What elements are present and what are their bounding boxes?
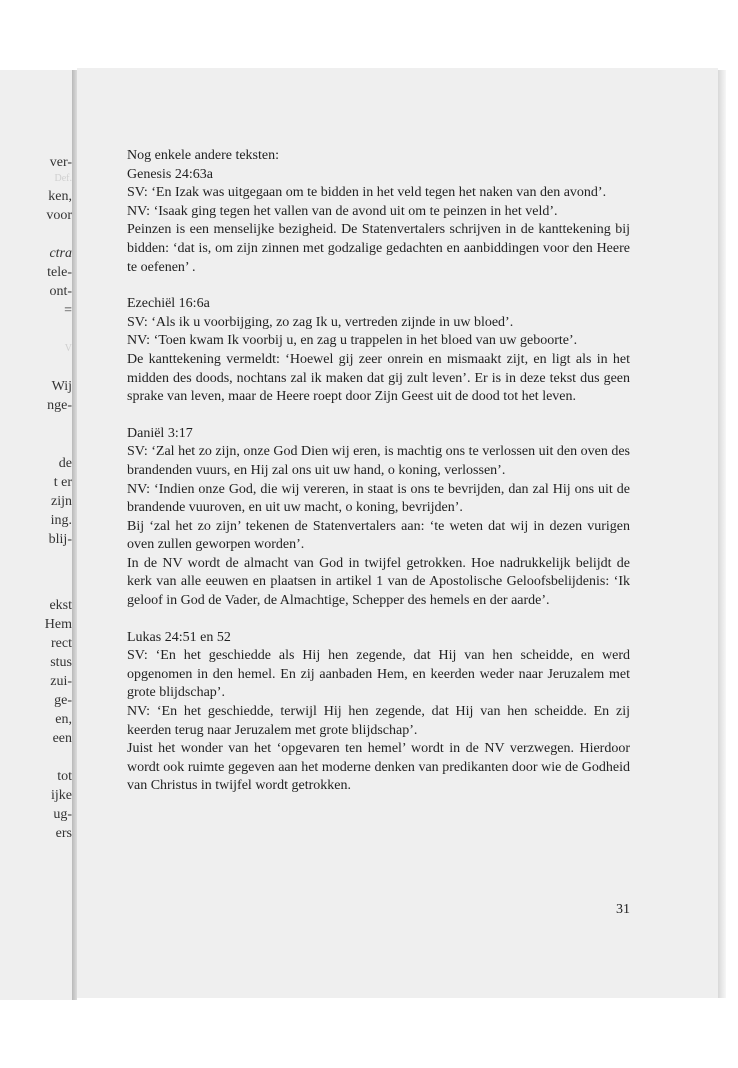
scripture-reference: Daniël 3:17 xyxy=(127,425,193,441)
commentary-paragraph: Bij ‘zal het zo zijn’ tekenen de Statenvertalers aan: ‘te weten dat wij in dezen vurigen oven zullen geworpen worden’. xyxy=(127,518,630,553)
commentary-paragraph: In de NV wordt de almacht van God in twijfel getrokken. Hoe nadrukkelijk belijdt de kerk van alle eeuwen en plaatsen in artikel 1 van de Apostolische Geloofsbelijdenis: ‘Ik geloof in God de Vader, de Almachtige, Schepper des hemels en der aarde’. xyxy=(127,555,630,609)
left-page-fragment: ge- xyxy=(54,693,72,708)
left-page-fragment: blij- xyxy=(48,532,72,547)
book-page xyxy=(77,68,718,998)
commentary-paragraph: De kanttekening vermeldt: ‘Hoewel gij zeer onrein en mismaakt zijt, en ligt als in het midden des doods, nochtans zal ik maken dat gij zult leven’. Er is in deze tekst dus geen sprake van leven, maar de Heere roept door Zijn Geest uit de dood tot het leven. xyxy=(127,351,630,405)
scripture-reference: Genesis 24:63a xyxy=(127,166,213,182)
left-page-fragment: Wij xyxy=(51,379,72,394)
left-page-fragment: ijke xyxy=(51,788,72,803)
left-page-fragment: ken, xyxy=(48,189,72,204)
left-page-fragment: zui- xyxy=(50,674,72,689)
commentary-paragraph: Peinzen is een menselijke bezigheid. De Statenvertalers schrijven in de kanttekening bij bidden: ‘dat is, om zijn zinnen met godzalige gedachten en aanbiddingen voor den Heere te oefenen’ . xyxy=(127,222,630,275)
left-page-fragment: de xyxy=(58,456,72,471)
left-page-fragment: een xyxy=(52,731,72,746)
intro-line: Nog enkele andere teksten: xyxy=(127,148,279,163)
nv-quote: NV: ‘Toen kwam Ik voorbij u, en zag u trappelen in het bloed van uw geboorte’. xyxy=(127,333,578,349)
left-page-fragment: rect xyxy=(51,636,72,651)
scripture-section xyxy=(127,166,630,278)
left-page-fragment: tot xyxy=(57,769,72,784)
left-page-fragment: V xyxy=(64,343,72,354)
commentary-paragraph: Juist het wonder van het ‘opgevaren ten hemel’ wordt in de NV verzwegen. Hierdoor wordt ook ruimte gegeven aan het moderne denken van predikanten door wie de Godheid van Christus in twijfel wordt getrokken. xyxy=(127,741,630,794)
page-number: 31 xyxy=(616,902,630,917)
scripture-section xyxy=(127,425,630,611)
sv-quote: SV: ‘En het geschiedde als Hij hen zegende, dat Hij van hen scheidde, en werd opgenomen in den hemel. En zij aanbaden Hem, en keerden weder naar Jeruzalem met grote blijdschap’. xyxy=(127,648,630,701)
sv-quote: SV: ‘Zal het zo zijn, onze God Dien wij eren, is machtig ons te verlossen uit den oven des brandenden vuurs, en Hij zal ons uit uw hand, o koning, verlossen’. xyxy=(127,444,630,478)
nv-quote: NV: ‘En het geschiedde, terwijl Hij hen zegende, dat Hij van hen scheidde. En zij keerden terug naar Jeruzalem met grote blijdschap’. xyxy=(127,704,630,738)
left-page-fragment: = xyxy=(64,303,72,318)
left-page-fragment: ing. xyxy=(50,513,72,528)
nv-quote: NV: ‘Isaak ging tegen het vallen van de avond uit om te peinzen in het veld’. xyxy=(127,203,558,219)
left-page-fragment: tele- xyxy=(47,265,72,280)
left-page-fragment: zijn xyxy=(51,494,72,509)
previous-page-edge xyxy=(0,70,74,1000)
left-page-fragment: ekst xyxy=(49,598,72,613)
left-page-fragment: stus xyxy=(50,655,72,670)
scripture-reference: Ezechiël 16:6a xyxy=(127,296,210,312)
sv-quote: SV: ‘Als ik u voorbijging, zo zag Ik u, vertreden zijnde in uw bloed’. xyxy=(127,314,514,330)
scripture-section xyxy=(127,295,630,407)
scripture-reference: Lukas 24:51 en 52 xyxy=(127,629,231,645)
left-page-fragment: en, xyxy=(55,712,72,727)
left-page-fragment: ont- xyxy=(49,284,72,299)
left-page-fragment: ers xyxy=(55,826,72,841)
scripture-section xyxy=(127,629,630,796)
sv-quote: SV: ‘En Izak was uitgegaan om te bidden in het veld tegen het naken van den avond’. xyxy=(127,185,607,201)
page-text xyxy=(127,147,630,796)
left-page-fragment: voor xyxy=(46,208,72,223)
left-page-fragment: nge- xyxy=(47,398,72,413)
nv-quote: NV: ‘Indien onze God, die wij vereren, in staat is ons te bevrijden, dan zal Hij ons uit de brandende vuuroven, en uit uw macht, o koning, bevrijden’. xyxy=(127,481,630,516)
page-edge xyxy=(718,70,726,998)
left-page-fragment: ctra xyxy=(49,246,72,261)
left-page-fragment: ug- xyxy=(53,807,72,822)
left-page-fragment: ver- xyxy=(49,155,72,170)
left-page-fragment: t er xyxy=(53,475,72,490)
left-page-fragment: Def. xyxy=(54,173,72,184)
left-page-fragment: Hem xyxy=(44,617,72,632)
